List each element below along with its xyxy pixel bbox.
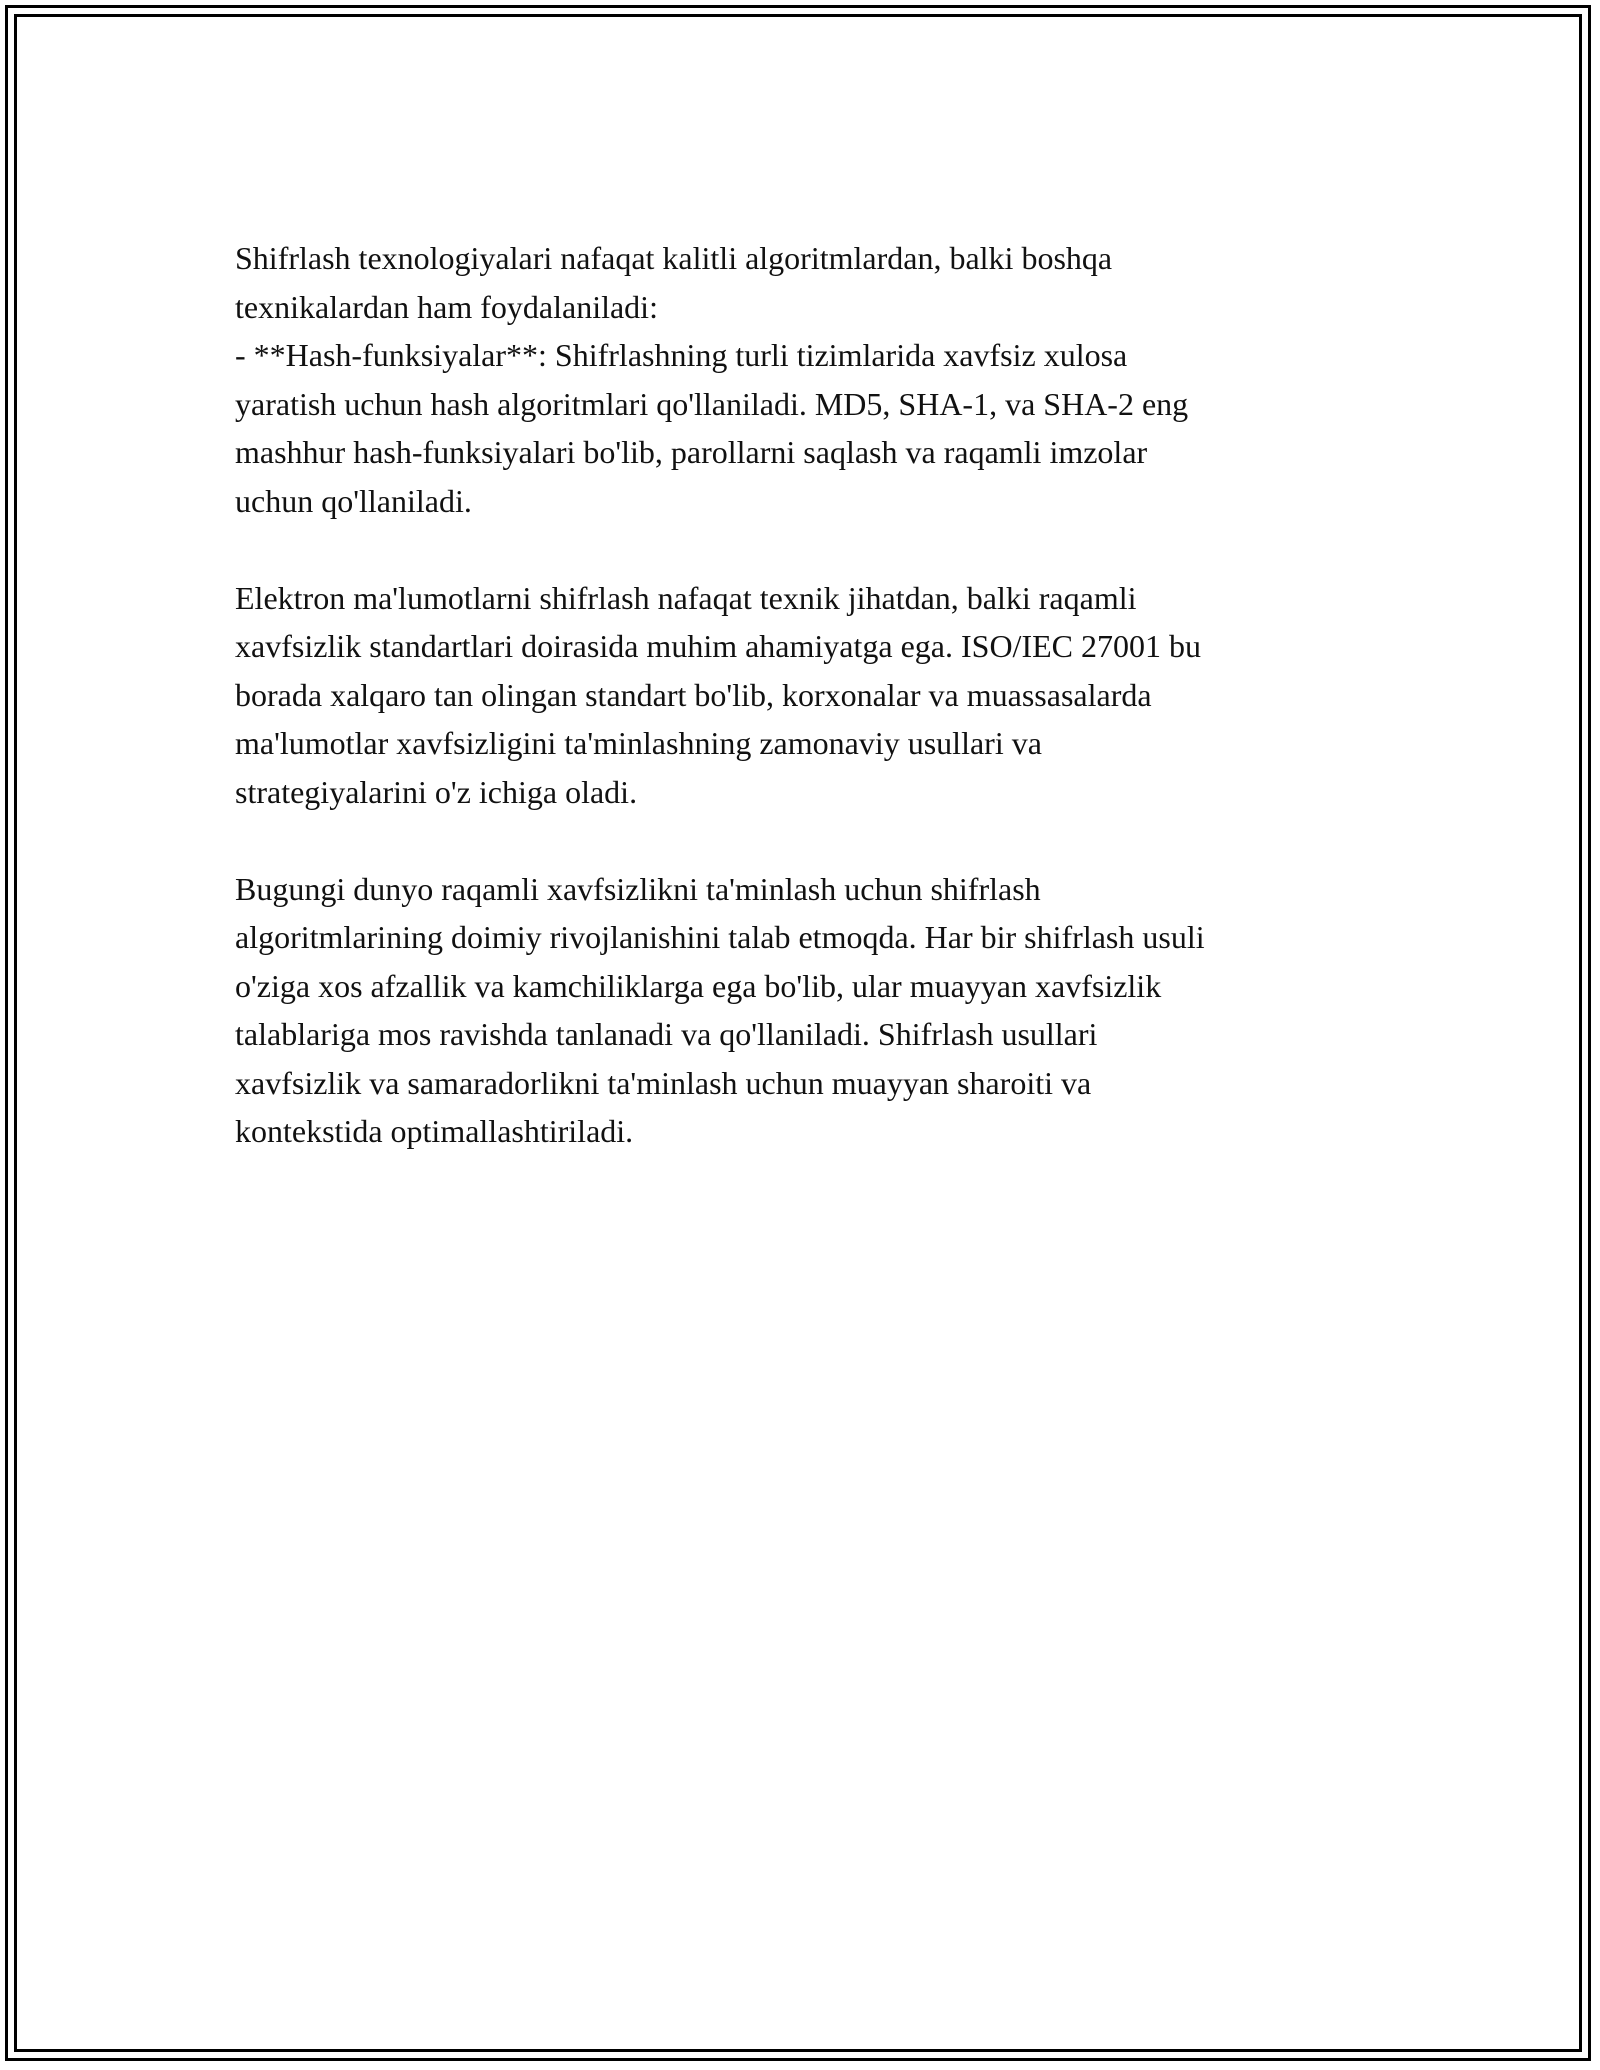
text-line: Shifrlash texnologiyalari nafaqat kalitli algoritmlardan, balki boshqa [235,240,1113,276]
text-line: yaratish uchun hash algoritmlari qo'llaniladi. MD5, SHA-1, va SHA-2 eng [235,385,1189,422]
text-line: - **Hash-funksiyalar**: Shifrlashning turli tizimlarida xavfsiz xulosa [235,337,1128,373]
text-line: xavfsizlik va samaradorlikni ta'minlash uchun muayyan sharoiti va [235,1064,1092,1101]
document-body [235,234,1375,1204]
text-line: o'ziga xos afzallik va kamchiliklarga ega bo'lib, ular muayyan xavfsizlik [235,967,1162,1004]
text-line: borada xalqaro tan olingan standart bo'lib, korxonalar va muassasalarda [235,676,1152,713]
text-line: algoritmlarining doimiy rivojlanishini talab etmoqda. Har bir shifrlash usuli [235,919,1205,955]
paragraph-standards [235,574,1375,817]
text-line: Elektron ma'lumotlarni shifrlash nafaqat texnik jihatdan, balki raqamli [235,579,1137,616]
text-line: texnikalardan ham foydalaniladi: [235,288,658,325]
text-line: Bugungi dunyo raqamli xavfsizlikni ta'minlash uchun shifrlash [235,870,1041,907]
text-line: mashhur hash-funksiyalari bo'lib, parollarni saqlash va raqamli imzolar [235,434,1148,470]
text-line: uchun qo'llaniladi. [235,482,472,519]
text-line: kontekstida optimallashtiriladi. [235,1113,634,1149]
paragraph-conclusion [235,865,1375,1156]
paragraph-hash-functions [235,234,1375,525]
text-line: ma'lumotlar xavfsizligini ta'minlashning zamonaviy usullari va [235,725,1042,761]
text-line: talablariga mos ravishda tanlanadi va qo'llaniladi. Shifrlash usullari [235,1016,1098,1052]
text-line: xavfsizlik standartlari doirasida muhim ahamiyatga ega. ISO/IEC 27001 bu [235,628,1201,664]
text-line: strategiyalarini o'z ichiga oladi. [235,773,638,810]
